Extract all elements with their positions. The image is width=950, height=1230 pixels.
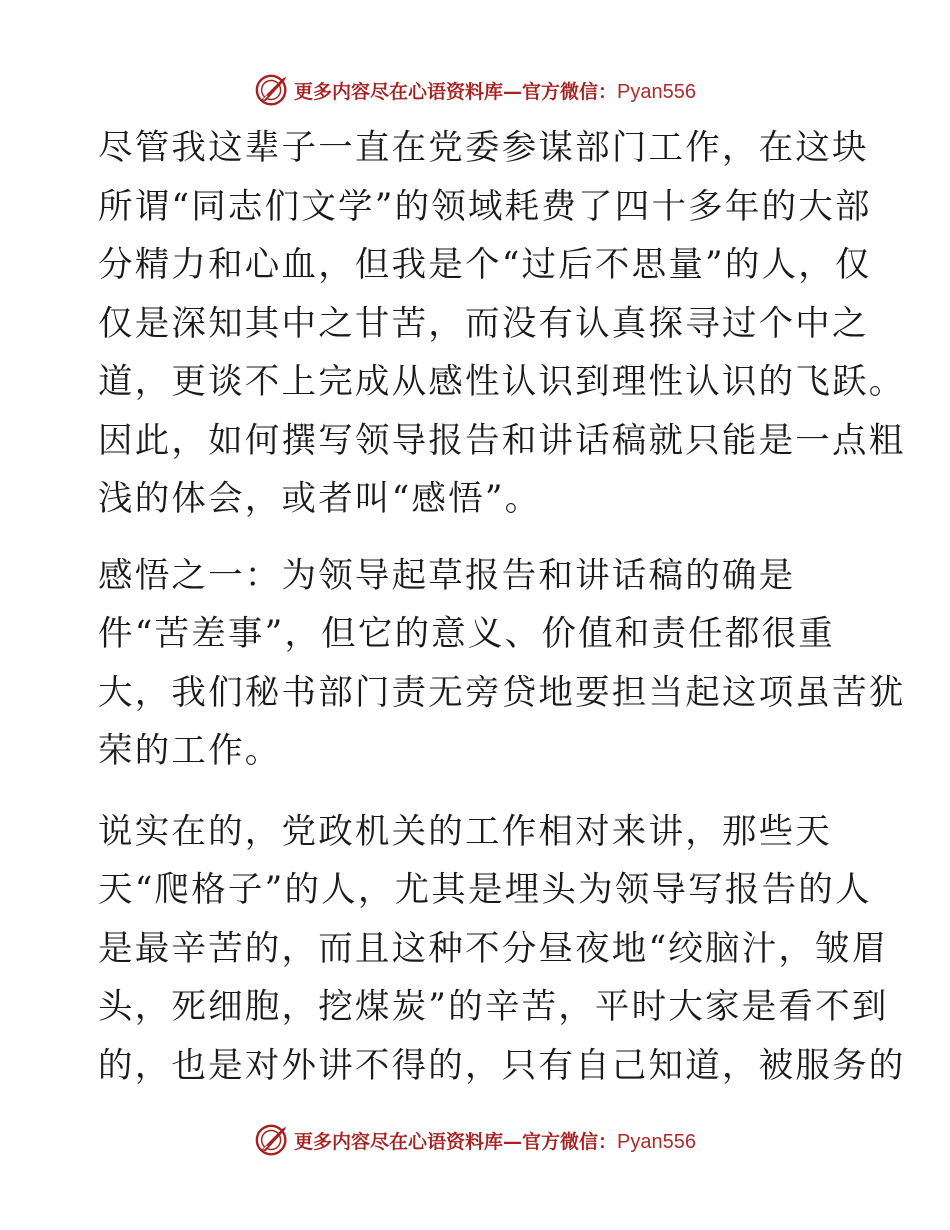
footer-watermark <box>0 1120 950 1160</box>
text-line: 仅是深知其中之甘苦，而没有认真探寻过个中之 <box>98 303 869 344</box>
paragraph-1 <box>98 119 906 529</box>
text-line: 说实在的，党政机关的工作相对来讲，那些天 <box>98 811 832 852</box>
text-line: 大，我们秘书部门责无旁贷地要担当起这项虽苦犹 <box>98 672 906 713</box>
text-line: 件“苦差事”，但它的意义、价值和责任都很重 <box>98 614 835 654</box>
text-line: 头，死细胞，挖煤炭”的辛苦，平时大家是看不到 <box>98 987 889 1027</box>
text-line: 浅的体会，或者叫“感悟”。 <box>98 479 542 519</box>
document-body <box>98 119 906 1095</box>
feather-pen-logo-icon <box>254 1121 292 1159</box>
text-line: 天“爬格子”的人，尤其是埋头为领导写报告的人 <box>98 870 872 910</box>
watermark-text: 更多内容尽在心语资料库—官方微信：Pyan556 <box>294 80 696 103</box>
text-line: 分精力和心血，但我是个“过后不思量”的人，仅 <box>98 245 872 285</box>
text-line: 尽管我这辈子一直在党委参谋部门工作，在这块 <box>98 128 869 168</box>
paragraph-3 <box>98 803 906 1096</box>
text-line: 是最辛苦的，而且这种不分昼夜地“绞脑汁，皱眉 <box>98 928 889 969</box>
text-line: 道，更谈不上完成从感性认识到理性认识的飞跃。 <box>98 362 906 402</box>
watermark-wechat-id: Pyan556 <box>617 80 696 103</box>
text-line: 感悟之一：为领导起草报告和讲话稿的确是 <box>98 555 796 596</box>
text-line: 荣的工作。 <box>98 731 282 771</box>
header-watermark <box>0 70 950 110</box>
watermark-wechat-id: Pyan556 <box>617 1130 696 1153</box>
feather-pen-logo-icon <box>254 71 292 109</box>
text-line: 所谓“同志们文学”的领域耗费了四十多年的大部 <box>98 186 872 227</box>
paragraph-2 <box>98 547 906 781</box>
text-line: 的，也是对外讲不得的，只有自己知道，被服务的 <box>98 1045 906 1086</box>
text-line: 因此，如何撰写领导报告和讲话稿就只能是一点粗 <box>98 420 906 461</box>
watermark-text: 更多内容尽在心语资料库—官方微信：Pyan556 <box>294 1130 696 1153</box>
